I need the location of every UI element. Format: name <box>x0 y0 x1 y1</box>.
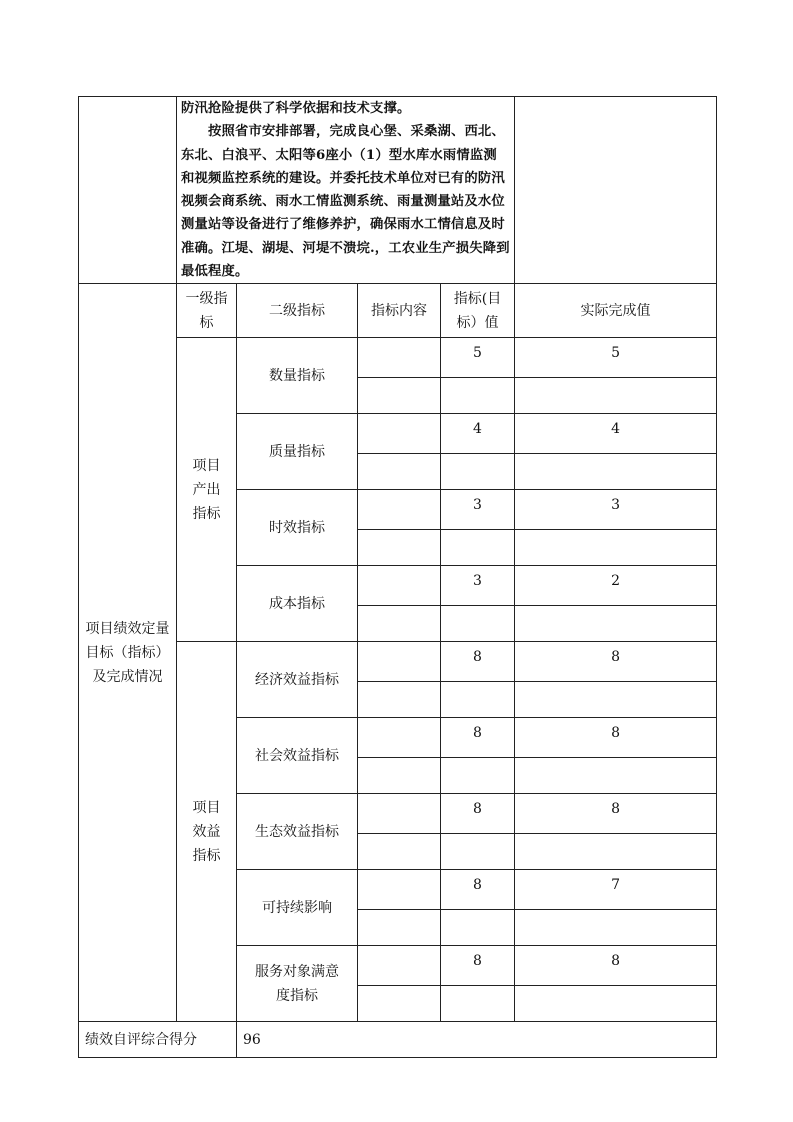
summary-paragraph: 按照省市安排部署，完成良心堡、采桑湖、西北、东北、白浪平、太阳等6座小（1）型水库水雨情监测和视频监控系统的建设。并委托技术单位对已有的防汛视频会商系统、雨水工情监测系统、雨量测量站及水位测量站等设备进行了维修养护，确保雨水工情信息及时准确。江堤、湖堤、河堤不溃垸.，工农业生产损失降到最低程度。 <box>181 124 510 280</box>
actual-value: 8 <box>515 642 717 682</box>
target-value: 8 <box>441 870 515 910</box>
level2-label-text: 可持续影响 <box>262 899 332 916</box>
score-row <box>79 1022 717 1058</box>
empty-cell <box>515 910 717 946</box>
actual-value: 4 <box>515 414 717 454</box>
level2-label-text: 数量指标 <box>269 367 325 384</box>
header-content: 指标内容 <box>358 284 441 338</box>
level2-label <box>237 338 358 414</box>
level2-label-text: 成本指标 <box>269 595 325 612</box>
score-value: 96 <box>237 1022 717 1058</box>
target-value: 3 <box>441 566 515 606</box>
level2-label <box>237 946 358 1022</box>
content-cell <box>358 490 441 530</box>
score-label: 绩效自评综合得分 <box>79 1022 237 1058</box>
empty-cell <box>515 606 717 642</box>
summary-empty-cell <box>515 97 717 284</box>
level2-label-text: 经济效益指标 <box>255 671 339 688</box>
content-cell <box>358 794 441 834</box>
summary-paragraph: 防汛抢险提供了科学依据和技术支撑。 <box>181 101 411 116</box>
header-level1: 一级指标 <box>177 284 237 338</box>
empty-cell <box>441 682 515 718</box>
empty-cell <box>515 834 717 870</box>
level2-label-text: 生态效益指标 <box>255 823 339 840</box>
empty-cell <box>441 606 515 642</box>
level2-label-text: 服务对象满意度指标 <box>255 963 339 1004</box>
level2-label <box>237 642 358 718</box>
empty-cell <box>515 986 717 1022</box>
level1-label <box>177 338 237 642</box>
empty-cell <box>358 454 441 490</box>
target-value: 8 <box>441 718 515 758</box>
actual-value: 3 <box>515 490 717 530</box>
summary-label-cell <box>79 97 177 284</box>
level2-label <box>237 718 358 794</box>
target-value: 8 <box>441 642 515 682</box>
empty-cell <box>358 378 441 414</box>
content-cell <box>358 566 441 606</box>
empty-cell <box>441 758 515 794</box>
summary-text-cell <box>177 97 515 284</box>
actual-value: 8 <box>515 718 717 758</box>
empty-cell <box>358 834 441 870</box>
header-actual: 实际完成值 <box>515 284 717 338</box>
empty-cell <box>441 530 515 566</box>
content-cell <box>358 642 441 682</box>
empty-cell <box>515 682 717 718</box>
header-level2: 二级指标 <box>237 284 358 338</box>
level2-label <box>237 794 358 870</box>
empty-cell <box>441 986 515 1022</box>
actual-value: 2 <box>515 566 717 606</box>
target-value: 8 <box>441 946 515 986</box>
empty-cell <box>515 758 717 794</box>
level2-label-text: 社会效益指标 <box>255 747 339 764</box>
actual-value: 5 <box>515 338 717 378</box>
summary-row <box>79 97 717 284</box>
empty-cell <box>515 454 717 490</box>
empty-cell <box>358 530 441 566</box>
actual-value: 8 <box>515 794 717 834</box>
level2-label-text: 时效指标 <box>269 519 325 536</box>
header-row <box>79 284 717 338</box>
level2-label <box>237 490 358 566</box>
empty-cell <box>358 758 441 794</box>
target-value: 5 <box>441 338 515 378</box>
empty-cell <box>515 378 717 414</box>
level1-label-text: 项目产出指标 <box>192 457 221 522</box>
target-value: 4 <box>441 414 515 454</box>
empty-cell <box>441 834 515 870</box>
empty-cell <box>515 530 717 566</box>
target-value: 8 <box>441 794 515 834</box>
empty-cell <box>358 910 441 946</box>
actual-value: 8 <box>515 946 717 986</box>
content-cell <box>358 338 441 378</box>
empty-cell <box>441 454 515 490</box>
level2-label <box>237 566 358 642</box>
content-cell <box>358 946 441 986</box>
empty-cell <box>358 682 441 718</box>
empty-cell <box>358 606 441 642</box>
empty-cell <box>441 910 515 946</box>
empty-cell <box>358 986 441 1022</box>
level2-label-text: 质量指标 <box>269 443 325 460</box>
content-cell <box>358 414 441 454</box>
header-target: 指标(目标）值 <box>441 284 515 338</box>
empty-cell <box>441 378 515 414</box>
level1-label <box>177 642 237 1022</box>
level2-label <box>237 414 358 490</box>
actual-value: 7 <box>515 870 717 910</box>
performance-table <box>78 96 717 1058</box>
target-value: 3 <box>441 490 515 530</box>
level1-label-text: 项目效益指标 <box>192 799 221 864</box>
content-cell <box>358 870 441 910</box>
section-label-text: 项目绩效定量目标（指标）及完成情况 <box>85 620 170 685</box>
content-cell <box>358 718 441 758</box>
level2-label <box>237 870 358 946</box>
section-label <box>79 284 177 1022</box>
